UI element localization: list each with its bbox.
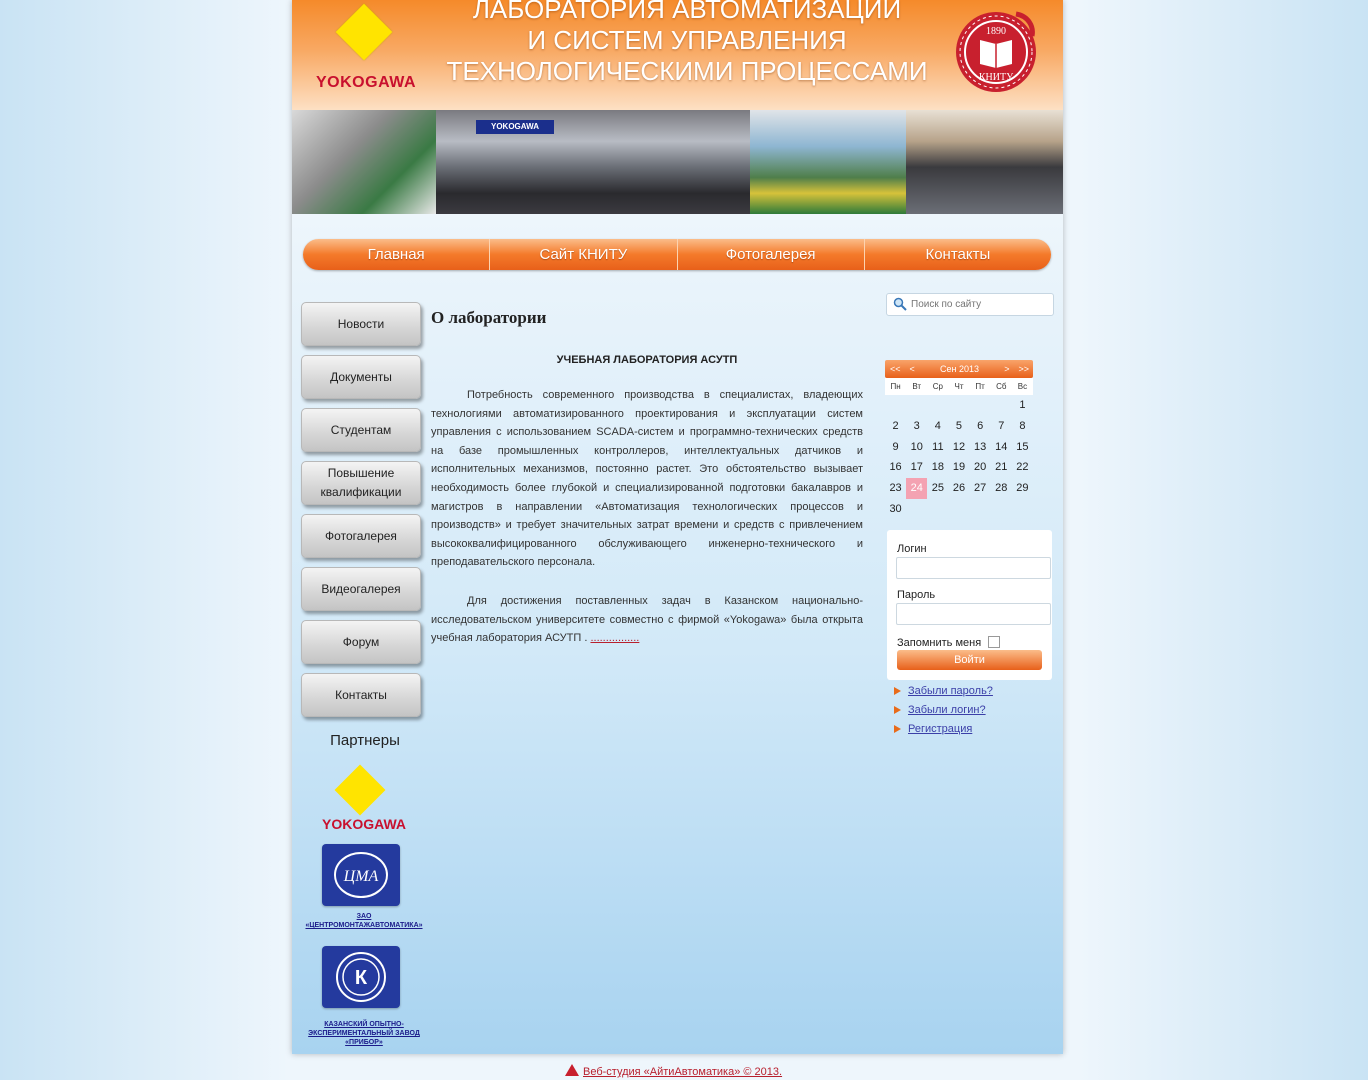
calendar-prev-year-button[interactable]: <<	[890, 364, 901, 374]
calendar-next-month-button[interactable]: >	[1004, 364, 1010, 374]
login-submit-button[interactable]: Войти	[897, 650, 1042, 670]
content-paragraph-2-text: Для достижения поставленных задач в Казанском национально-исследовательском университете совместно с фирмой «Yokogawa» была открыта учебная лаборатория АСУТП .	[431, 594, 863, 645]
menu-item-documents[interactable]: Документы	[301, 355, 421, 399]
main-nav	[303, 239, 1051, 270]
partner-yokogawa-diamond-icon	[335, 765, 386, 816]
calendar-day[interactable]: 15	[1016, 440, 1029, 453]
calendar-empty-cell	[906, 499, 927, 520]
calendar-day[interactable]: 13	[974, 440, 987, 453]
calendar-day[interactable]: 14	[995, 440, 1008, 453]
calendar-empty-cell	[927, 499, 948, 520]
photo-yokogawa-banner: YOKOGAWA	[476, 120, 554, 134]
partner-yokogawa-text: YOKOGAWA	[322, 816, 407, 832]
calendar-day[interactable]: 11	[932, 440, 944, 453]
calendar-day[interactable]: 2	[892, 419, 899, 432]
footer-text: Веб-студия «АйтиАвтоматика» © 2013.	[583, 1066, 783, 1078]
calendar-day[interactable]: 19	[952, 461, 966, 474]
calendar-header	[885, 360, 1033, 378]
account-links	[894, 682, 993, 739]
calendar-day[interactable]: 28	[995, 482, 1008, 495]
menu-item-qualification[interactable]: Повышение квалификации	[301, 461, 421, 505]
calendar-empty-cell	[970, 499, 991, 520]
menu-item-video-gallery[interactable]: Видеогалерея	[301, 567, 421, 611]
seal-text: КНИТУ	[978, 72, 1014, 83]
calendar-empty-cell	[885, 395, 906, 416]
partners-title: Партнеры	[330, 732, 400, 749]
yokogawa-logo-text: YOKOGAWA	[316, 74, 417, 91]
calendar-empty-cell	[927, 395, 948, 416]
calendar-day[interactable]: 1	[1019, 399, 1026, 411]
calendar-day[interactable]: 18	[931, 461, 944, 474]
pribor-emblem-text: К	[354, 967, 368, 989]
weekday-label: Пт	[975, 382, 985, 391]
content-subheading: УЧЕБНАЯ ЛАБОРАТОРИЯ АСУТП	[556, 354, 738, 366]
menu-item-forum[interactable]: Форум	[301, 620, 421, 664]
calendar-weekdays	[885, 378, 1033, 395]
calendar-day[interactable]: 7	[998, 419, 1005, 432]
calendar-day[interactable]: 23	[889, 482, 902, 495]
calendar-day[interactable]: 29	[1016, 482, 1029, 495]
yokogawa-diamond-icon	[336, 4, 393, 61]
menu-item-contacts[interactable]: Контакты	[301, 673, 421, 717]
menu-item-news[interactable]: Новости	[301, 302, 421, 346]
photo-lab-equipment	[750, 110, 906, 214]
nav-item-knitu-site[interactable]: Сайт КНИТУ	[490, 239, 677, 270]
calendar-day[interactable]: 5	[955, 419, 963, 432]
calendar-day[interactable]: 12	[952, 440, 966, 453]
password-input[interactable]	[896, 603, 1051, 625]
content-paragraph-1: Потребность современного производства в специалистах, владеющих технологиями автоматизированного проектирования и эксплуатации систем управления с использованием SCADA-систем и программно-технических средств на базе промышленных контроллеров, интеллектуальных датчиков и исполнительных механизмов, постоянно растет. Это обстоятельство вызывает необходимость более глубокой и специализированной подготовки бакалавров и магистров в направлении «Автоматизация технологических процессов и производств» и требует значительных затрат времени и средств с привлечением высококвалифицированного обслуживающего инженерно-технического и преподавательского персонала.	[431, 389, 863, 569]
content-paragraph-2	[431, 592, 863, 648]
site-title-line-3: ТЕХНОЛОГИЧЕСКИМИ ПРОЦЕССАМИ	[446, 56, 928, 86]
weekday-label: Ср	[932, 382, 943, 391]
main-content	[431, 300, 863, 648]
site-title	[432, 0, 942, 87]
calendar-empty-cell	[1012, 499, 1033, 520]
weekday-label: Вс	[1017, 382, 1028, 391]
photo-students	[292, 110, 436, 214]
nav-item-photo-gallery[interactable]: Фотогалерея	[678, 239, 865, 270]
calendar-day[interactable]: 25	[931, 482, 944, 495]
search-icon[interactable]	[893, 297, 907, 311]
login-form	[887, 530, 1052, 680]
calendar-day[interactable]: 9	[892, 440, 899, 453]
partner-pribor-caption[interactable]: КАЗАНСКИЙ ОПЫТНО-ЭКСПЕРИМЕНТАЛЬНЫЙ ЗАВОД «ПРИБОР»	[308, 1021, 420, 1046]
register-link[interactable]: Регистрация	[894, 720, 993, 739]
page-title: О лаборатории	[431, 308, 547, 327]
password-label: Пароль	[897, 589, 936, 601]
photo-strip	[292, 110, 1063, 214]
calendar-next-year-button[interactable]: >>	[1018, 364, 1029, 374]
calendar-days	[885, 395, 1033, 520]
calendar-day[interactable]: 3	[913, 419, 920, 432]
nav-item-home[interactable]: Главная	[303, 239, 490, 270]
calendar-empty-cell	[948, 499, 969, 520]
forgot-password-link[interactable]: Забыли пароль?	[894, 682, 993, 701]
site-header	[292, 0, 1063, 110]
calendar-month-label: Сен 2013	[940, 364, 979, 374]
calendar-day[interactable]: 21	[995, 461, 1008, 474]
weekday-label: Чт	[954, 382, 964, 391]
calendar-empty-cell	[906, 395, 927, 416]
forgot-login-link[interactable]: Забыли логин?	[894, 701, 993, 720]
calendar-widget	[885, 360, 1033, 520]
search-input[interactable]	[911, 296, 1047, 312]
calendar-day[interactable]: 6	[977, 419, 984, 432]
remember-me-label: Запомнить меня	[897, 637, 982, 649]
partner-cma-logo[interactable]	[322, 844, 400, 906]
footer-credit-link[interactable]	[565, 1064, 782, 1078]
calendar-day[interactable]: 17	[910, 461, 923, 474]
calendar-empty-cell	[991, 395, 1012, 416]
login-input[interactable]	[896, 557, 1051, 579]
warning-triangle-icon	[565, 1064, 579, 1076]
pribor-emblem-icon	[322, 946, 400, 1008]
photo-lab-ceremony	[436, 110, 750, 214]
weekday-label: Сб	[996, 382, 1007, 391]
calendar-empty-cell	[970, 395, 991, 416]
read-more-link[interactable]: ................	[590, 632, 640, 645]
cma-emblem-text: ЦМА	[343, 868, 379, 885]
menu-item-students[interactable]: Студентам	[301, 408, 421, 452]
knitu-seal-logo	[954, 6, 1038, 94]
calendar-day[interactable]: 4	[934, 419, 941, 432]
calendar-day[interactable]: 27	[974, 482, 987, 495]
calendar-empty-cell	[948, 395, 969, 416]
calendar-day[interactable]: 16	[889, 461, 902, 474]
calendar-day[interactable]: 22	[1016, 461, 1029, 474]
weekday-label: Вт	[912, 382, 922, 391]
page-container	[292, 0, 1063, 1054]
site-title-line-1: ЛАБОРАТОРИЯ АВТОМАТИЗАЦИИ	[472, 0, 902, 24]
calendar-prev-month-button[interactable]: <	[909, 364, 915, 374]
calendar-day[interactable]: 8	[1019, 419, 1026, 432]
calendar-day[interactable]: 30	[889, 502, 902, 515]
weekday-label: Пн	[890, 382, 901, 391]
calendar-empty-cell	[991, 499, 1012, 520]
site-title-line-2: И СИСТЕМ УПРАВЛЕНИЯ	[527, 25, 847, 55]
photo-delegation	[906, 110, 1063, 214]
login-label: Логин	[897, 543, 927, 555]
seal-year: 1890	[986, 26, 1006, 37]
sidebar-menu	[301, 302, 421, 726]
calendar-day[interactable]: 10	[910, 440, 923, 453]
remember-me-checkbox[interactable]	[988, 636, 1000, 648]
calendar-day[interactable]: 20	[974, 461, 987, 474]
menu-item-photo-gallery[interactable]: Фотогалерея	[301, 514, 421, 558]
partner-pribor-logo[interactable]	[322, 946, 400, 1008]
partner-yokogawa-logo[interactable]	[312, 768, 412, 832]
calendar-day[interactable]: 24	[906, 478, 927, 499]
cma-emblem-icon	[322, 844, 400, 906]
partner-cma-caption[interactable]: ЗАО «ЦЕНТРОМОНТАЖАВТОМАТИКА»	[305, 913, 423, 929]
search-box	[886, 293, 1054, 316]
nav-item-contacts[interactable]: Контакты	[925, 246, 991, 263]
yokogawa-logo[interactable]	[310, 6, 417, 91]
calendar-day[interactable]: 26	[952, 482, 966, 495]
